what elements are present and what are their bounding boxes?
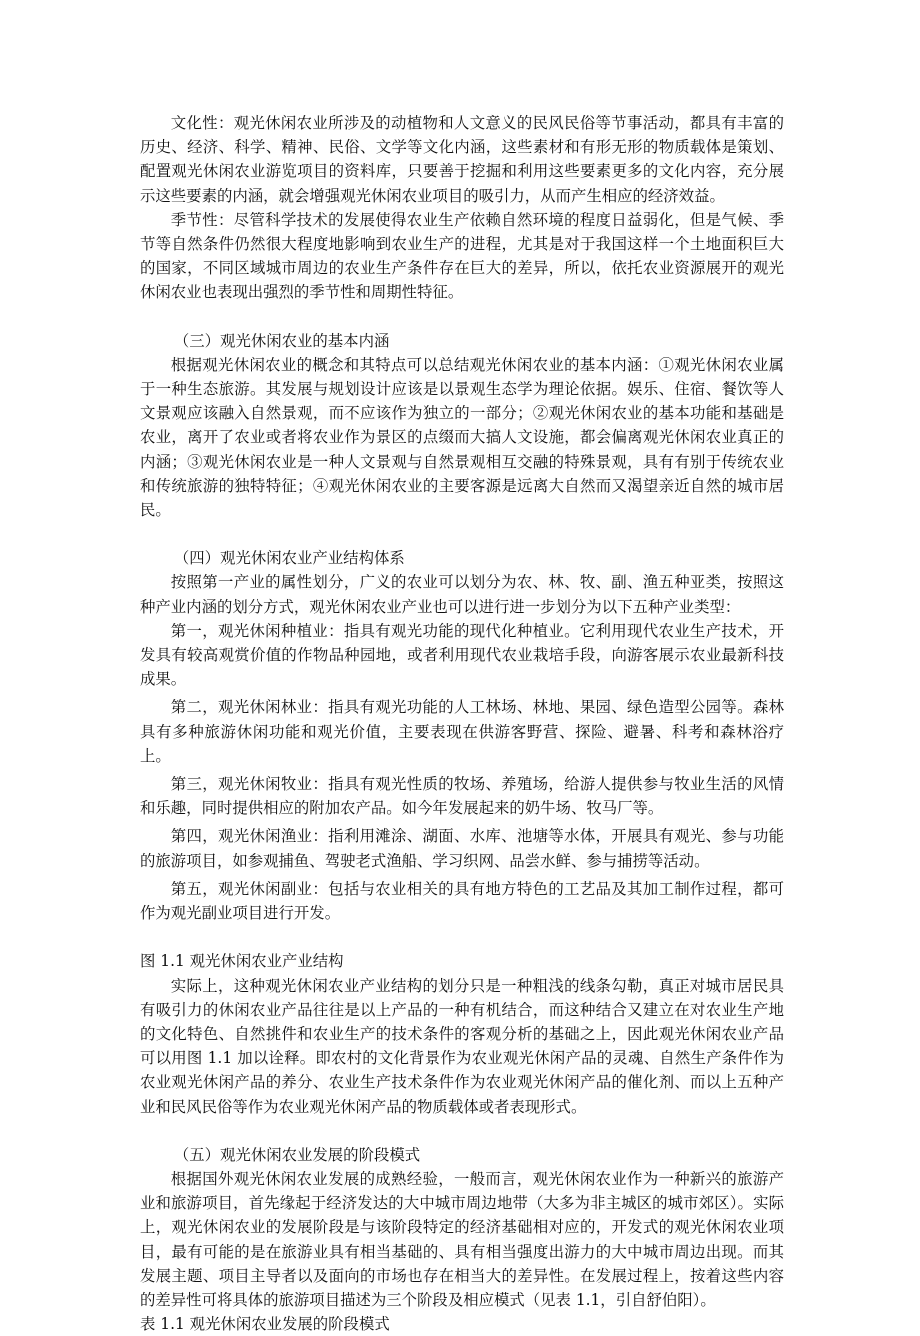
paragraph-stage: 根据国外观光休闲农业发展的成熟经验，一般而言，观光休闲农业作为一种新兴的旅游产业和旅游项目，首先缘起于经济发达的大中城市周边地带（大多为非主城区的城市郊区）。实际上，观光休闲农业的发展阶段是与该阶段特定的经济基础相对应的，开发式的观光休闲农业项目，最有可能的是在旅游业具有相当基础的、具有相当强度出游力的大中城市周边出现。而其发展主题、项目主导者以及面向的市场也存在相当大的差异性。在发展过程上，按着这些内容的差异性可将具体的旅游项目描述为三个阶段及相应模式（见表 1.1，引自舒伯阳）。 <box>140 1169 784 1309</box>
figure-caption: 图 1.1 观光休闲农业产业结构 <box>140 952 344 971</box>
section-spacer <box>140 522 784 546</box>
section-spacer <box>140 925 784 949</box>
paragraph-second: 第二，观光休闲林业：指具有观光功能的人工林场、林地、果园、绿色造型公园等。森林具有多种旅游休闲功能和观光价值，主要表现在供游客野营、探险、避暑、科考和森林浴疗上。 <box>140 698 784 765</box>
paragraph-connotation: 根据观光休闲农业的概念和其特点可以总结观光休闲农业的基本内涵：①观光休闲农业属于一种生态旅游。其发展与规划设计应该是以景观生态学为理论依据。娱乐、住宿、餐饮等人文景观应该融入自然景观，而不应该作为独立的一部分；②观光休闲农业的基本功能和基础是农业，离开了农业或者将农业作为景区的点缀而大搞人文设施，都会偏离观光休闲农业真正的内涵；③观光休闲农业是一种人文景观与自然景观相互交融的特殊景观，具有有别于传统农业和传统旅游的独特特征；④观光休闲农业的主要客源是远离大自然而又渴望亲近自然的城市居民。 <box>140 355 784 520</box>
section-spacer <box>140 305 784 329</box>
paragraph-actual: 实际上，这种观光休闲农业产业结构的划分只是一种粗浅的线条勾勒，真正对城市居民具有吸引力的休闲农业产品往往是以上产品的一种有机结合，而这种结合又建立在对农业生产地的文化特色、自然挑件和农业生产的技术条件的客观分析的基础之上，因此观光休闲农业产品可以用图 1.1 加以诠释。即农村的文化背景作为农业观光休闲产品的灵魂、自然生产条件作为农业观光休闲产品的养分、农业生产技术条件作为农业观光休闲产品的催化剂、而以上五种产业和民风民俗等作为农业观光休闲产品的物质载体或者表现形式。 <box>140 976 784 1116</box>
paragraph-seasonal: 季节性：尽管科学技术的发展使得农业生产依赖自然环境的程度日益弱化，但是气候、季节等自然条件仍然很大程度地影响到农业生产的进程，尤其是对于我国这样一个土地面积巨大的国家，不同区域城市周边的农业生产条件存在巨大的差异，所以，依托农业资源展开的观光休闲农业也表现出强烈的季节性和周期性特征。 <box>140 210 784 302</box>
section-spacer <box>140 1119 784 1143</box>
section-heading-5: （五）观光休闲农业发展的阶段模式 <box>173 1145 421 1164</box>
paragraph-third: 第三，观光休闲牧业：指具有观光性质的牧场、养殖场，给游人提供参与牧业生活的风情和乐趣，同时提供相应的附加农产品。如今年发展起来的奶牛场、牧马厂等。 <box>140 775 784 818</box>
paragraph-cultural: 文化性：观光休闲农业所涉及的动植物和人文意义的民风民俗等节事活动，都具有丰富的历史、经济、科学、精神、民俗、文学等文化内涵，这些素材和有形无形的物质载体是策划、配置观光休闲农业游览项目的资料库，只要善于挖掘和利用这些要素更多的文化内容，充分展示这些要素的内涵，就会增强观光休闲农业项目的吸引力，从而产生相应的经济效益。 <box>140 114 784 205</box>
section-heading-3: （三）观光休闲农业的基本内涵 <box>173 331 390 350</box>
paragraph-structure: 按照第一产业的属性划分，广义的农业可以划分为农、林、牧、副、渔五种亚类，按照这种产业内涵的划分方式，观光休闲农业产业也可以进行进一步划分为以下五种产业类型： <box>140 573 784 616</box>
paragraph-fifth: 第五，观光休闲副业：包括与农业相关的具有地方特色的工艺品及其加工制作过程，都可作为观光副业项目进行开发。 <box>140 879 784 923</box>
paragraph-fourth: 第四，观光休闲渔业：指利用滩涂、湖面、水库、池塘等水体，开展具有观光、参与功能的旅游项目，如参观捕鱼、驾驶老式渔船、学习织网、品尝水鲜、参与捕捞等活动。 <box>140 827 784 870</box>
document-body <box>140 111 784 1336</box>
section-heading-4: （四）观光休闲农业产业结构体系 <box>173 549 405 568</box>
paragraph-first: 第一，观光休闲种植业：指具有观光功能的现代化种植业。它利用现代农业生产技术，开发具有较高观赏价值的作物品种园地，或者利用现代农业栽培手段，向游客展示农业最新科技成果。 <box>140 621 784 689</box>
table-caption: 表 1.1 观光休闲农业发展的阶段模式 <box>140 1315 390 1334</box>
